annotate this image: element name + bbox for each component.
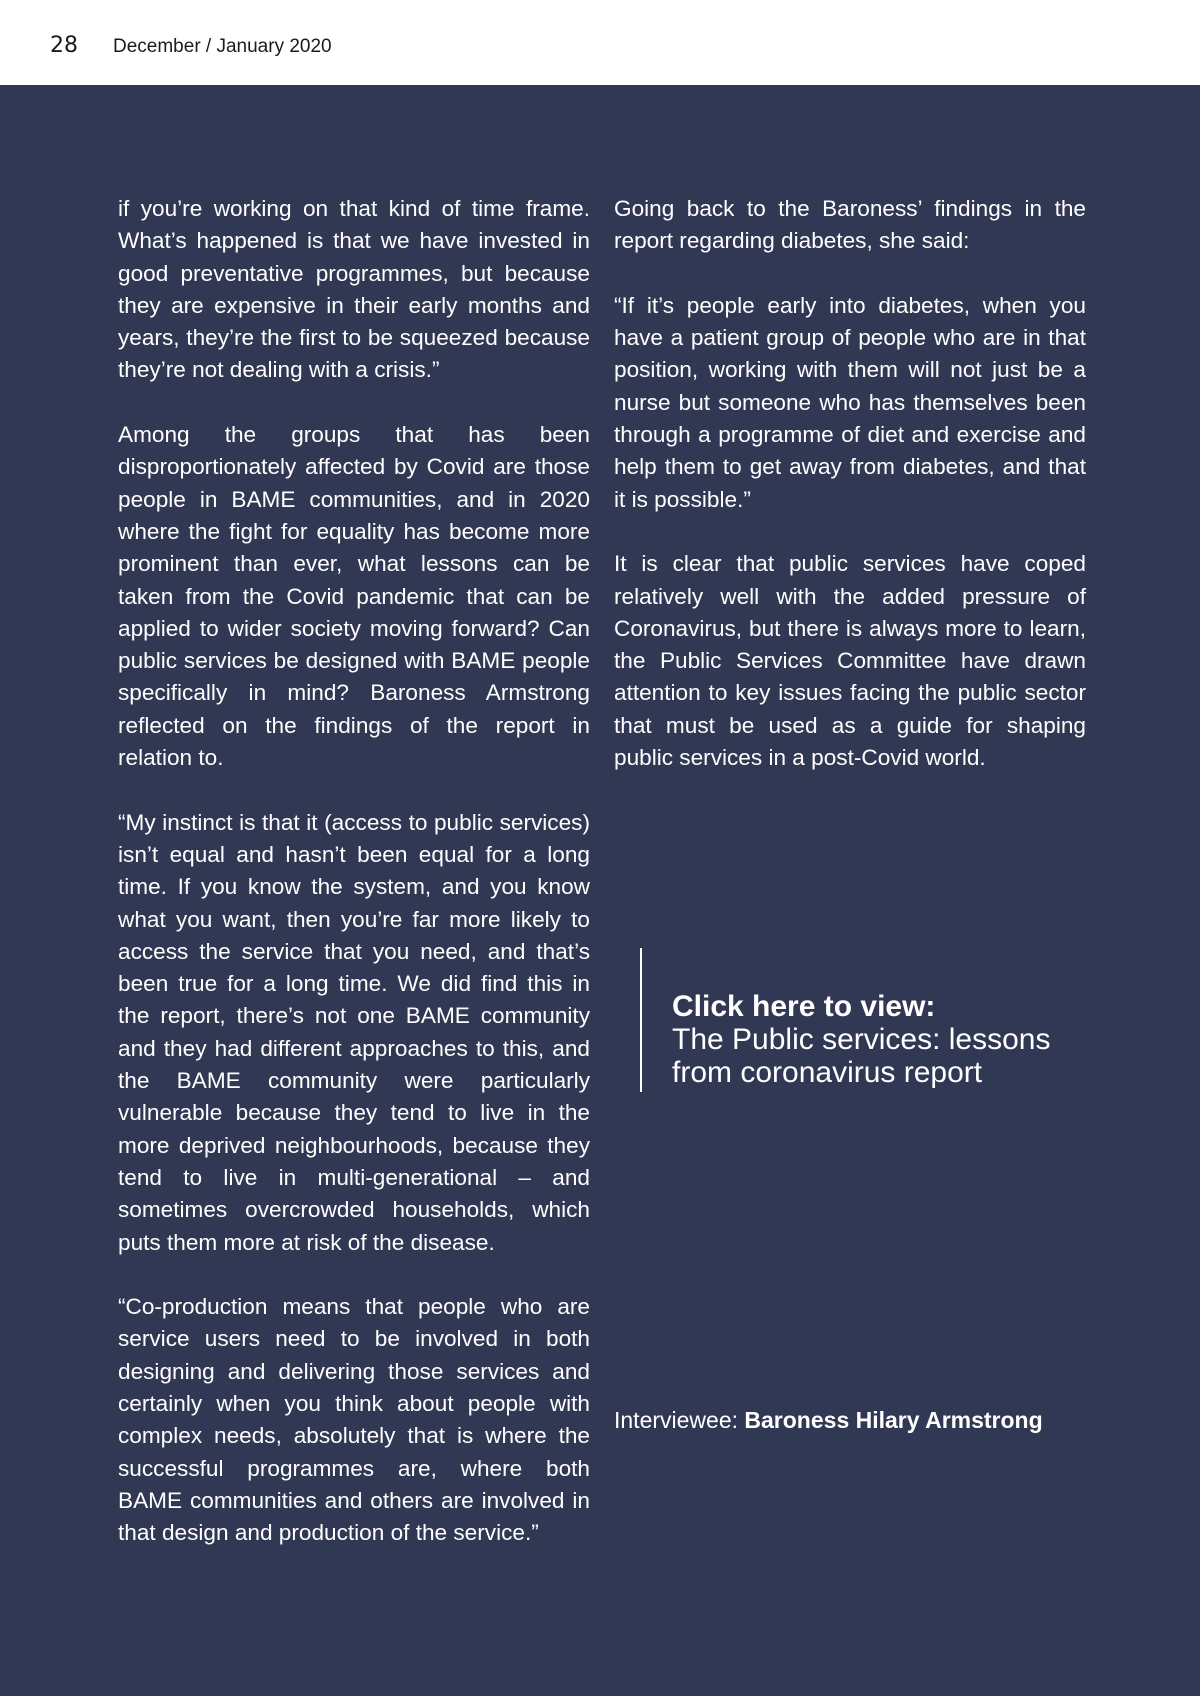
page-number: 28 <box>50 33 78 58</box>
right-paragraph-1: Going back to the Baroness’ findings in the report regarding diabetes, she said: <box>614 196 1086 254</box>
left-paragraph-1: if you’re working on that kind of time frame. What’s happened is that we have invested in good preventative programmes, but because they are expensive in their early months and years, they’re the first to be squeezed because they’re not dealing with a crisis.” <box>118 196 590 383</box>
interviewee-credit <box>614 1404 1043 1436</box>
left-paragraph-2: Among the groups that has been disproportionately affected by Covid are those people in BAME communities, and in 2020 where the fight for equality has become more prominent than ever, what lessons can be taken from the Covid pandemic that can be applied to wider society moving forward? Can public services be designed with BAME people specifically in mind? Baroness Armstrong reflected on the findings of the report in relation to. <box>118 422 590 771</box>
interviewee-label: Interviewee: <box>614 1407 745 1433</box>
report-link-heading[interactable]: Click here to view: <box>672 990 936 1023</box>
left-paragraph-3: “My instinct is that it (access to public services) isn’t equal and hasn’t been equal for a long time. If you know the system, and you know what you want, then you’re far more likely to access the service that you need, and that’s been true for a long time. We did find this in the report, there’s not one BAME community and they had different approaches to this, and the BAME community were particularly vulnerable because they tend to live in the more deprived neighbourhoods, because they tend to live in multi-generational – and sometimes overcrowded households, which puts them more at risk of the disease. <box>118 809 590 1255</box>
issue-date: December / January 2020 <box>113 36 332 57</box>
report-link[interactable] <box>672 990 1092 1089</box>
right-column <box>614 193 1086 807</box>
interviewee-name: Baroness Hilary Armstrong <box>744 1407 1043 1433</box>
left-column <box>118 193 590 1582</box>
page-header <box>0 0 1200 85</box>
report-link-title[interactable]: The Public services: lessons from coronavirus report <box>672 1023 1051 1089</box>
report-link-callout[interactable] <box>640 948 1082 1092</box>
left-paragraph-4: “Co-production means that people who are service users need to be involved in both designing and delivering those services and certainly when you think about people with complex needs, absolutely that is where the successful programmes are, where both BAME communities and others are involved in that design and production of the service.” <box>118 1294 590 1546</box>
right-paragraph-3: It is clear that public services have coped relatively well with the added pressure of Coronavirus, but there is always more to learn, the Public Services Committee have drawn attention to key issues facing the public sector that must be used as a guide for shaping public services in a post-Covid world. <box>614 551 1086 771</box>
right-paragraph-2: “If it’s people early into diabetes, when you have a patient group of people who are in that position, working with them will not just be a nurse but someone who has themselves been through a programme of diet and exercise and help them to get away from diabetes, and that it is possible.” <box>614 292 1086 512</box>
